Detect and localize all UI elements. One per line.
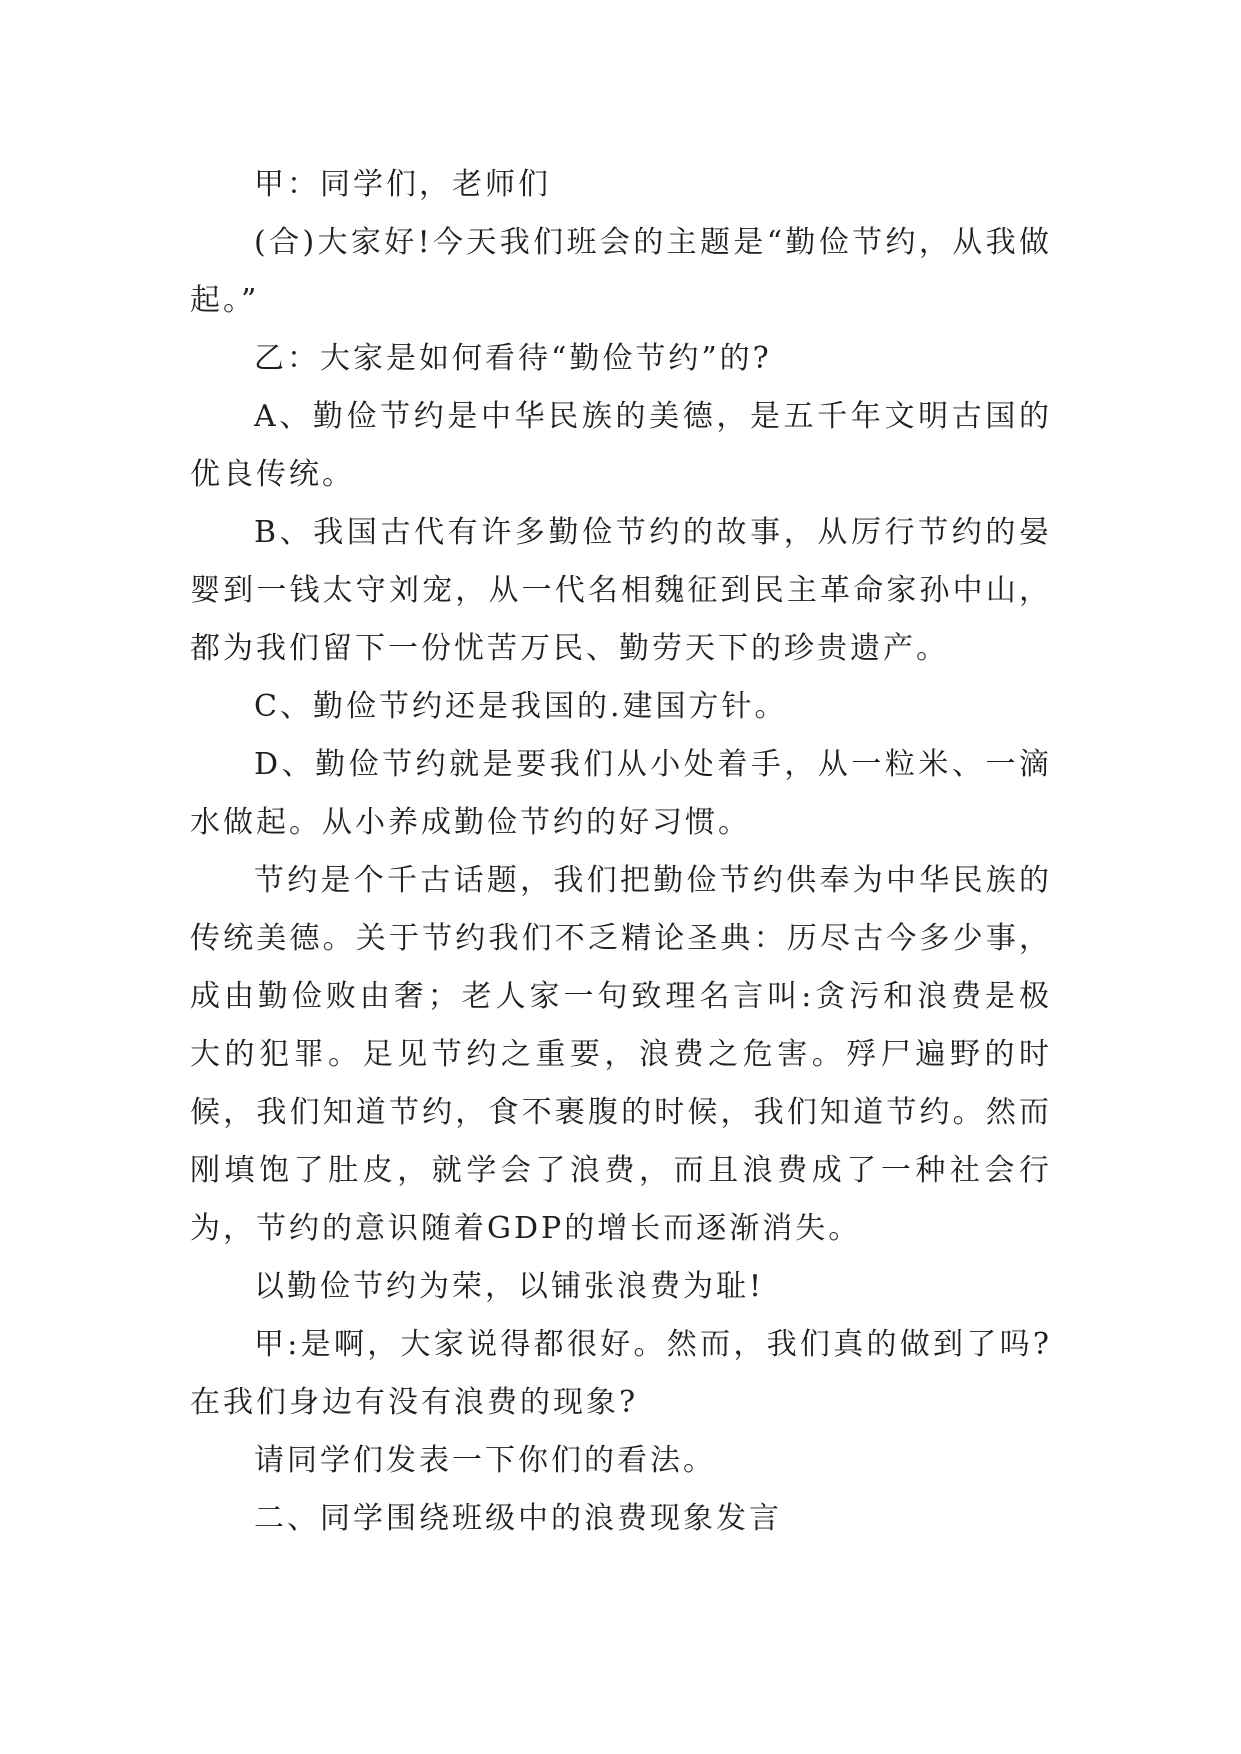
paragraph: 以勤俭节约为荣，以铺张浪费为耻!: [254, 1269, 765, 1304]
paragraph: 甲：同学们，老师们: [254, 167, 551, 202]
paragraph: 二、同学围绕班级中的浪费现象发言: [254, 1501, 782, 1536]
document-body: [190, 156, 1052, 1548]
paragraph: 甲:是啊，大家说得都很好。然而，我们真的做到了吗?在我们身边有没有浪费的现象?: [190, 1327, 1052, 1420]
paragraph: 请同学们发表一下你们的看法。: [254, 1443, 716, 1478]
paragraph: 乙：大家是如何看待“勤俭节约”的?: [254, 341, 772, 376]
paragraph: A、勤俭节约是中华民族的美德，是五千年文明古国的优良传统。: [190, 399, 1052, 492]
paragraph: C、勤俭节约还是我国的.建国方针。: [254, 689, 788, 724]
paragraph: D、勤俭节约就是要我们从小处着手，从一粒米、一滴水做起。从小养成勤俭节约的好习惯。: [190, 747, 1052, 840]
paragraph: B、我国古代有许多勤俭节约的故事，从厉行节约的晏婴到一钱太守刘宠，从一代名相魏征到民主革命家孙中山，都为我们留下一份忧苦万民、勤劳天下的珍贵遗产。: [190, 515, 1052, 666]
paragraph: 节约是个千古话题，我们把勤俭节约供奉为中华民族的传统美德。关于节约我们不乏精论圣典：历尽古今多少事，成由勤俭败由奢；老人家一句致理名言叫:贪污和浪费是极大的犯罪。足见节约之重要，浪费之危害。殍尸遍野的时候，我们知道节约，食不裹腹的时候，我们知道节约。然而刚填饱了肚皮，就学会了浪费，而且浪费成了一种社会行为，节约的意识随着GDP的增长而逐渐消失。: [190, 863, 1052, 1246]
paragraph: (合)大家好!今天我们班会的主题是“勤俭节约，从我做起。”: [190, 225, 1052, 318]
